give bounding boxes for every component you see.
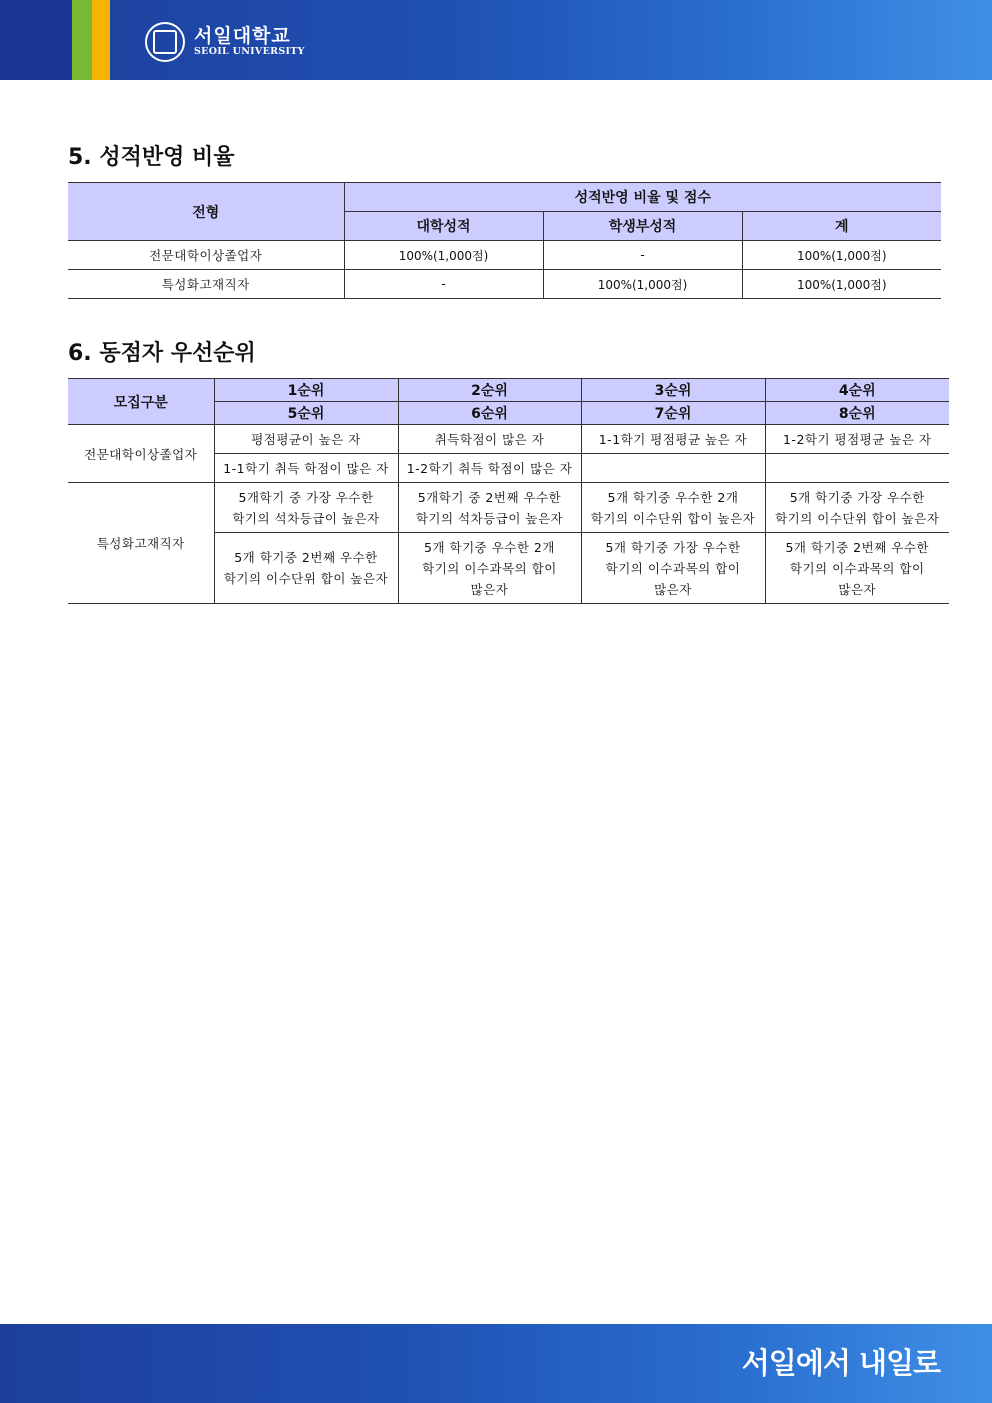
priority-cell: 5개 학기중 가장 우수한 학기의 이수과목의 합이 많은자 (581, 533, 765, 604)
priority-cell: 취득학점이 많은 자 (398, 425, 581, 454)
table-row (68, 425, 949, 454)
priority-cell: 5개 학기중 2번째 우수한 학기의 이수과목의 합이 많은자 (765, 533, 949, 604)
cell-value: 100%(1,000점) (543, 270, 742, 299)
header-band (0, 0, 992, 80)
tie-break-priority-table (68, 378, 949, 604)
header-total: 계 (742, 212, 941, 241)
priority-cell: 5개학기 중 가장 우수한 학기의 석차등급이 높은자 (214, 483, 398, 533)
header-school-record: 학생부성적 (543, 212, 742, 241)
cell-value: - (543, 241, 742, 270)
university-logo[interactable] (145, 22, 305, 62)
group-name: 전문대학이상졸업자 (68, 425, 214, 483)
row-type: 특성화고재직자 (68, 270, 344, 299)
header-stripe-yellow (92, 0, 110, 80)
priority-cell: 5개 학기중 2번째 우수한 학기의 이수단위 합이 높은자 (214, 533, 398, 604)
header-stripe-green (72, 0, 92, 80)
header-recruit-category: 모집구분 (68, 379, 214, 425)
priority-cell: 평점평균이 높은 자 (214, 425, 398, 454)
priority-cell: 1-2학기 취득 학점이 많은 자 (398, 454, 581, 483)
priority-cell (581, 454, 765, 483)
header-rank: 5순위 (214, 402, 398, 425)
priority-cell: 5개 학기중 우수한 2개 학기의 이수단위 합이 높은자 (581, 483, 765, 533)
table-row (68, 241, 941, 270)
group-name: 특성화고재직자 (68, 483, 214, 604)
section-5-title: 5. 성적반영 비율 (68, 145, 235, 170)
cell-value: - (344, 270, 543, 299)
header-rank: 6순위 (398, 402, 581, 425)
priority-cell: 5개 학기중 가장 우수한 학기의 이수단위 합이 높은자 (765, 483, 949, 533)
header-rank: 8순위 (765, 402, 949, 425)
header-rank: 7순위 (581, 402, 765, 425)
priority-cell: 1-1학기 취득 학점이 많은 자 (214, 454, 398, 483)
cell-value: 100%(1,000점) (742, 241, 941, 270)
section-6-title: 6. 동점자 우선순위 (68, 341, 256, 366)
cell-value: 100%(1,000점) (742, 270, 941, 299)
header-rank: 3순위 (581, 379, 765, 402)
cell-value: 100%(1,000점) (344, 241, 543, 270)
grade-ratio-table (68, 182, 941, 299)
header-rank: 2순위 (398, 379, 581, 402)
header-rank: 4순위 (765, 379, 949, 402)
priority-cell: 5개 학기중 우수한 2개 학기의 이수과목의 합이 많은자 (398, 533, 581, 604)
priority-cell (765, 454, 949, 483)
logo-english-name: SEOIL UNIVERSITY (194, 46, 305, 57)
header-stripe-navy (0, 0, 72, 80)
seal-icon (145, 22, 185, 62)
footer-slogan: 서일에서 내일로 (741, 1346, 940, 1380)
table-row (68, 270, 941, 299)
footer-band (0, 1324, 992, 1403)
priority-cell: 1-1학기 평점평균 높은 자 (581, 425, 765, 454)
table-row (68, 483, 949, 533)
priority-cell: 5개학기 중 2번째 우수한 학기의 석차등급이 높은자 (398, 483, 581, 533)
row-type: 전문대학이상졸업자 (68, 241, 344, 270)
priority-cell: 1-2학기 평점평균 높은 자 (765, 425, 949, 454)
header-college-grade: 대학성적 (344, 212, 543, 241)
logo-korean-name: 서일대학교 (194, 25, 291, 47)
header-type: 전형 (68, 183, 344, 241)
header-rank: 1순위 (214, 379, 398, 402)
header-ratio-group: 성적반영 비율 및 점수 (344, 183, 941, 212)
